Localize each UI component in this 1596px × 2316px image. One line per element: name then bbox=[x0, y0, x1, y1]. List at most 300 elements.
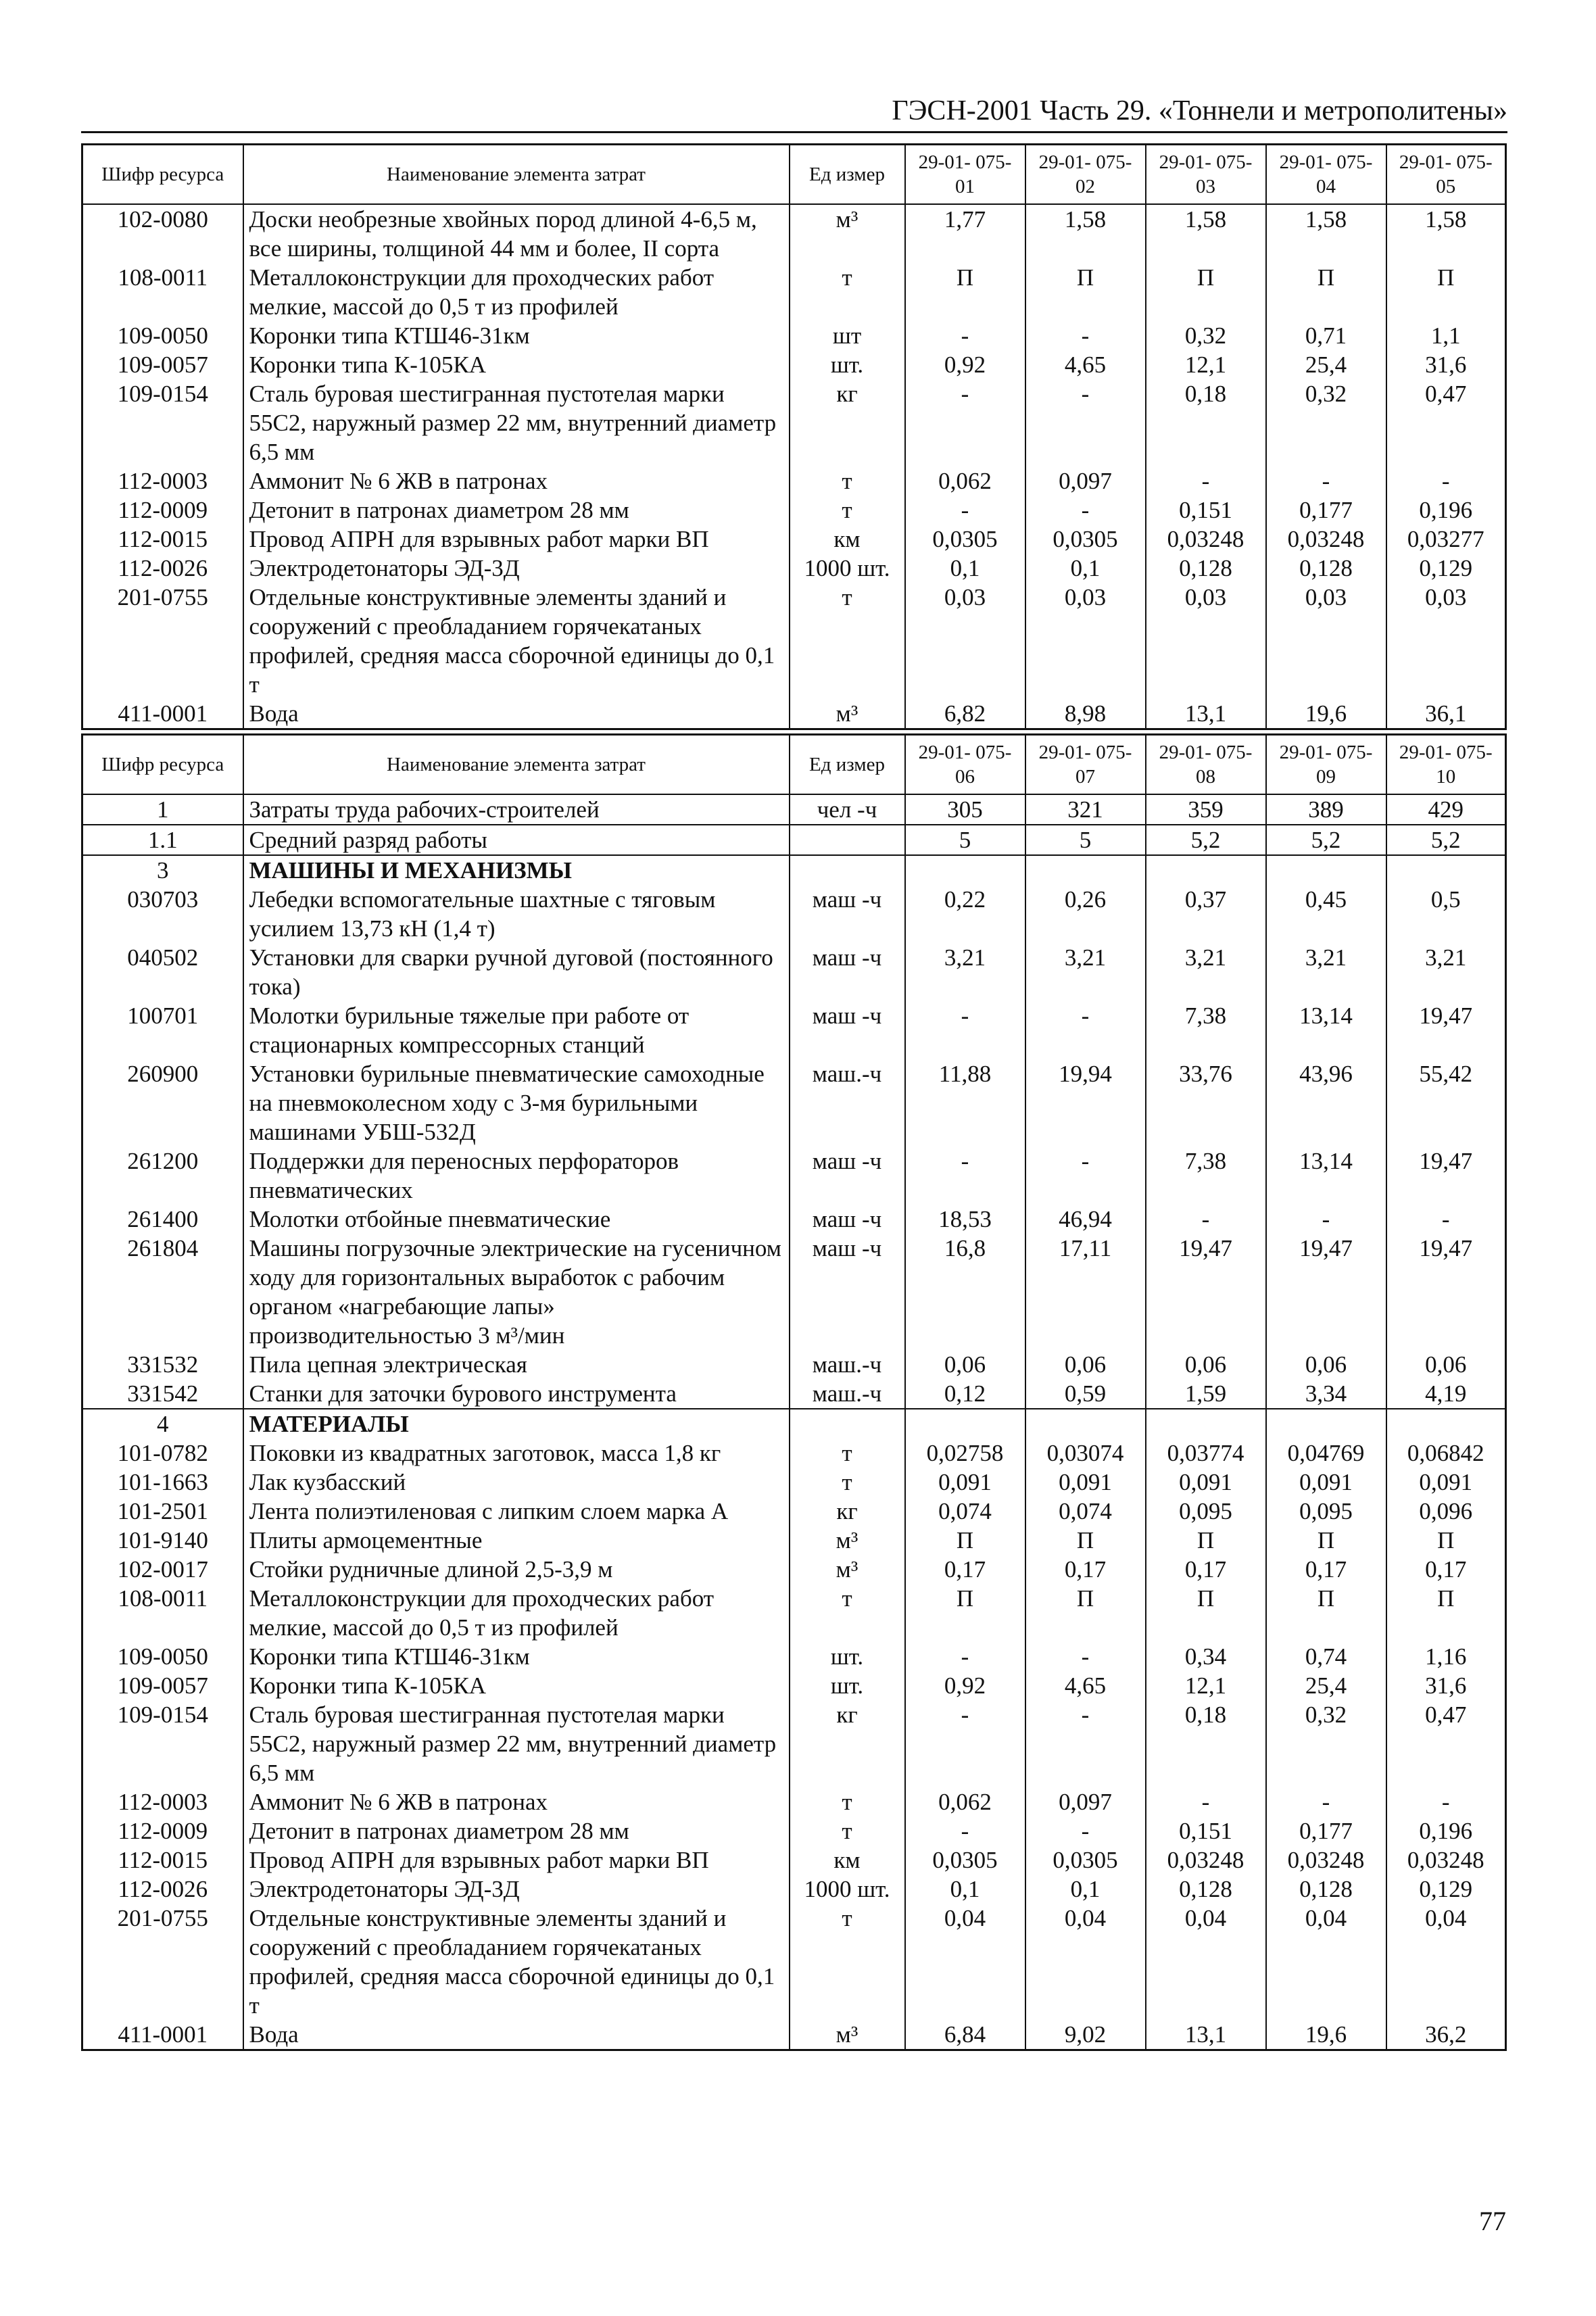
cell-name: Детонит в патронах диаметром 28 мм bbox=[243, 496, 790, 525]
cell-norm5: 0,5 bbox=[1386, 885, 1506, 943]
cell-norm1: 0,22 bbox=[905, 885, 1025, 943]
cell-code: 331542 bbox=[82, 1379, 243, 1409]
cell-norm1: 0,0305 bbox=[905, 525, 1025, 554]
cell-norm4: 13,14 bbox=[1266, 1001, 1386, 1059]
cell-norm3: 12,1 bbox=[1146, 350, 1266, 379]
cell-norm5: 4,19 bbox=[1386, 1379, 1506, 1409]
cell-norm4: 25,4 bbox=[1266, 1671, 1386, 1700]
cell-code: 411-0001 bbox=[82, 699, 243, 729]
cell-code: 101-1663 bbox=[82, 1468, 243, 1497]
cell-unit: т bbox=[790, 1584, 905, 1642]
table-row bbox=[82, 321, 1506, 350]
cell-code: 4 bbox=[82, 1409, 243, 1439]
table-row bbox=[82, 1379, 1506, 1409]
cell-code: 3 bbox=[82, 855, 243, 885]
cell-norm1: 6,82 bbox=[905, 699, 1025, 729]
cell-norm4: 389 bbox=[1266, 794, 1386, 825]
cell-name: Лебедки вспомогательные шахтные с тяговым усилием 13,73 кН (1,4 т) bbox=[243, 885, 790, 943]
cell-norm2: 0,0305 bbox=[1025, 1845, 1146, 1875]
cell-unit: т bbox=[790, 263, 905, 321]
table-row bbox=[82, 1147, 1506, 1205]
cell-name: Аммонит № 6 ЖВ в патронах bbox=[243, 1787, 790, 1816]
cell-code: 112-0003 bbox=[82, 466, 243, 496]
cell-norm4: 0,03248 bbox=[1266, 525, 1386, 554]
table-row bbox=[82, 1468, 1506, 1497]
cell-norm4: 43,96 bbox=[1266, 1059, 1386, 1147]
table-row bbox=[82, 466, 1506, 496]
col-norm: 29-01- 075-09 bbox=[1266, 735, 1386, 795]
cell-name: Затраты труда рабочих-строителей bbox=[243, 794, 790, 825]
cell-norm4: 0,04 bbox=[1266, 1904, 1386, 2020]
cell-norm1: 0,04 bbox=[905, 1904, 1025, 2020]
cell-code: 112-0015 bbox=[82, 1845, 243, 1875]
col-code: Шифр ресурса bbox=[82, 145, 243, 205]
cell-norm3: 12,1 bbox=[1146, 1671, 1266, 1700]
cell-name: Лента полиэтиленовая с липким слоем марка А bbox=[243, 1497, 790, 1526]
cell-name: Аммонит № 6 ЖВ в патронах bbox=[243, 466, 790, 496]
cell-norm4: 1,58 bbox=[1266, 204, 1386, 263]
cell-unit: т bbox=[790, 1816, 905, 1845]
cell-norm3: 0,03248 bbox=[1146, 1845, 1266, 1875]
cell-norm5: 0,06 bbox=[1386, 1350, 1506, 1379]
cell-norm1: 0,074 bbox=[905, 1497, 1025, 1526]
cell-norm2: 0,074 bbox=[1025, 1497, 1146, 1526]
cell-norm4: П bbox=[1266, 263, 1386, 321]
cell-norm2: 17,11 bbox=[1025, 1234, 1146, 1350]
table-header-row bbox=[82, 735, 1506, 795]
cell-name: Отдельные конструктивные элементы зданий и сооружений с преобладанием горячекатаных профилей, средняя масса сборочной единицы до 0,1 т bbox=[243, 1904, 790, 2020]
cell-unit: т bbox=[790, 583, 905, 699]
table-row bbox=[82, 1350, 1506, 1379]
cell-norm5: 0,091 bbox=[1386, 1468, 1506, 1497]
cell-code: 331532 bbox=[82, 1350, 243, 1379]
cell-unit: маш.-ч bbox=[790, 1059, 905, 1147]
cell-norm1: 0,12 bbox=[905, 1379, 1025, 1409]
cell-norm4: 0,32 bbox=[1266, 1700, 1386, 1787]
cell-unit: кг bbox=[790, 1497, 905, 1526]
table-row bbox=[82, 1787, 1506, 1816]
cell-code: 411-0001 bbox=[82, 2020, 243, 2050]
cell-norm3: - bbox=[1146, 1205, 1266, 1234]
cell-norm1: 0,1 bbox=[905, 554, 1025, 583]
cell-name: Поковки из квадратных заготовок, масса 1,8 кг bbox=[243, 1439, 790, 1468]
cell-unit bbox=[790, 825, 905, 855]
cell-norm4: П bbox=[1266, 1584, 1386, 1642]
cell-norm3: 0,17 bbox=[1146, 1555, 1266, 1584]
cell-norm3: 19,47 bbox=[1146, 1234, 1266, 1350]
table-row bbox=[82, 350, 1506, 379]
cell-norm5: 0,096 bbox=[1386, 1497, 1506, 1526]
cell-code: 201-0755 bbox=[82, 583, 243, 699]
cell-name: Стойки рудничные длиной 2,5-3,9 м bbox=[243, 1555, 790, 1584]
cell-norm5: 19,47 bbox=[1386, 1001, 1506, 1059]
cell-name: Вода bbox=[243, 2020, 790, 2050]
cell-norm4: 0,177 bbox=[1266, 1816, 1386, 1845]
cell-norm3: П bbox=[1146, 263, 1266, 321]
cell-norm1: - bbox=[905, 1816, 1025, 1845]
cell-norm3 bbox=[1146, 1409, 1266, 1439]
cell-name: Молотки отбойные пневматические bbox=[243, 1205, 790, 1234]
cell-code: 109-0154 bbox=[82, 1700, 243, 1787]
cell-norm1: - bbox=[905, 496, 1025, 525]
cell-norm4: 19,6 bbox=[1266, 2020, 1386, 2050]
cell-norm5: 36,2 bbox=[1386, 2020, 1506, 2050]
cell-name: Провод АПРН для взрывных работ марки ВП bbox=[243, 1845, 790, 1875]
cell-norm2: П bbox=[1025, 263, 1146, 321]
cell-norm5: - bbox=[1386, 466, 1506, 496]
cell-name: Металлоконструкции для проходческих работ мелкие, массой до 0,5 т из профилей bbox=[243, 263, 790, 321]
cell-norm2: 0,06 bbox=[1025, 1350, 1146, 1379]
cell-unit: маш -ч bbox=[790, 1205, 905, 1234]
cell-name: Электродетонаторы ЭД-3Д bbox=[243, 554, 790, 583]
cell-norm4: 0,74 bbox=[1266, 1642, 1386, 1671]
cell-name: Сталь буровая шестигранная пустотелая марки 55С2, наружный размер 22 мм, внутренний диаметр 6,5 мм bbox=[243, 1700, 790, 1787]
cell-norm1: 0,091 bbox=[905, 1468, 1025, 1497]
cell-norm2: 0,04 bbox=[1025, 1904, 1146, 2020]
cell-norm2: - bbox=[1025, 1700, 1146, 1787]
cell-norm2: П bbox=[1025, 1526, 1146, 1555]
cell-unit: 1000 шт. bbox=[790, 554, 905, 583]
cell-norm4: - bbox=[1266, 1205, 1386, 1234]
cell-norm3: 33,76 bbox=[1146, 1059, 1266, 1147]
cell-name: Пила цепная электрическая bbox=[243, 1350, 790, 1379]
cell-norm3: 5,2 bbox=[1146, 825, 1266, 855]
cell-code: 112-0009 bbox=[82, 496, 243, 525]
cell-name: Электродетонаторы ЭД-3Д bbox=[243, 1875, 790, 1904]
cell-name: Сталь буровая шестигранная пустотелая марки 55С2, наружный размер 22 мм, внутренний диаметр 6,5 мм bbox=[243, 379, 790, 466]
cell-norm2: 0,1 bbox=[1025, 1875, 1146, 1904]
cell-norm2: 0,097 bbox=[1025, 1787, 1146, 1816]
cell-norm4: 0,04769 bbox=[1266, 1439, 1386, 1468]
table-row bbox=[82, 699, 1506, 729]
cell-norm2: - bbox=[1025, 379, 1146, 466]
cell-unit: м³ bbox=[790, 204, 905, 263]
cell-name: Металлоконструкции для проходческих работ мелкие, массой до 0,5 т из профилей bbox=[243, 1584, 790, 1642]
cell-norm5: 0,03 bbox=[1386, 583, 1506, 699]
cell-norm2: 0,17 bbox=[1025, 1555, 1146, 1584]
cell-unit: шт bbox=[790, 321, 905, 350]
cell-norm5: 0,03248 bbox=[1386, 1845, 1506, 1875]
cell-norm1: П bbox=[905, 1526, 1025, 1555]
cell-norm1: 305 bbox=[905, 794, 1025, 825]
cell-norm3 bbox=[1146, 855, 1266, 885]
cell-norm3: П bbox=[1146, 1526, 1266, 1555]
cell-norm4: 0,32 bbox=[1266, 379, 1386, 466]
cell-norm5: П bbox=[1386, 1584, 1506, 1642]
cell-norm4: 19,6 bbox=[1266, 699, 1386, 729]
table-row bbox=[82, 885, 1506, 943]
cell-norm3: 0,04 bbox=[1146, 1904, 1266, 2020]
table-row bbox=[82, 1671, 1506, 1700]
cell-norm3: 0,151 bbox=[1146, 496, 1266, 525]
cell-name: Установки бурильные пневматические самоходные на пневмоколесном ходу с 3-мя бурильными машинами УБШ-532Д bbox=[243, 1059, 790, 1147]
cell-norm2: 0,1 bbox=[1025, 554, 1146, 583]
cell-unit: т bbox=[790, 496, 905, 525]
cell-norm5: - bbox=[1386, 1787, 1506, 1816]
cell-norm1: - bbox=[905, 321, 1025, 350]
cell-norm2: 0,26 bbox=[1025, 885, 1146, 943]
cell-norm1: 18,53 bbox=[905, 1205, 1025, 1234]
table-row bbox=[82, 1497, 1506, 1526]
cell-name: Станки для заточки бурового инструмента bbox=[243, 1379, 790, 1409]
cell-norm5: 0,17 bbox=[1386, 1555, 1506, 1584]
cell-unit: м³ bbox=[790, 2020, 905, 2050]
cell-norm3: 13,1 bbox=[1146, 2020, 1266, 2050]
table-row bbox=[82, 496, 1506, 525]
cell-norm5: 0,129 bbox=[1386, 1875, 1506, 1904]
cell-norm1: 0,92 bbox=[905, 350, 1025, 379]
cell-norm2: - bbox=[1025, 321, 1146, 350]
table-row bbox=[82, 1526, 1506, 1555]
col-norm: 29-01- 075-10 bbox=[1386, 735, 1506, 795]
cell-unit: шт. bbox=[790, 350, 905, 379]
cell-code: 102-0017 bbox=[82, 1555, 243, 1584]
cell-norm2: 321 bbox=[1025, 794, 1146, 825]
cell-norm1: 0,92 bbox=[905, 1671, 1025, 1700]
cell-norm1: 0,06 bbox=[905, 1350, 1025, 1379]
cell-norm2: П bbox=[1025, 1584, 1146, 1642]
cell-norm4: 3,34 bbox=[1266, 1379, 1386, 1409]
cell-norm4: 0,128 bbox=[1266, 554, 1386, 583]
cell-norm5: 19,47 bbox=[1386, 1147, 1506, 1205]
cell-code: 100701 bbox=[82, 1001, 243, 1059]
cell-norm1: 0,062 bbox=[905, 1787, 1025, 1816]
cell-norm2: 0,097 bbox=[1025, 466, 1146, 496]
cell-norm5: 0,196 bbox=[1386, 496, 1506, 525]
cell-code: 102-0080 bbox=[82, 204, 243, 263]
table-header-row bbox=[82, 145, 1506, 205]
cell-norm1: П bbox=[905, 263, 1025, 321]
col-code: Шифр ресурса bbox=[82, 735, 243, 795]
table-row bbox=[82, 1584, 1506, 1642]
cell-norm1: 0,1 bbox=[905, 1875, 1025, 1904]
cell-unit bbox=[790, 855, 905, 885]
cell-unit: маш -ч bbox=[790, 1234, 905, 1350]
table-row bbox=[82, 943, 1506, 1001]
col-norm: 29-01- 075-08 bbox=[1146, 735, 1266, 795]
cell-norm1: 0,17 bbox=[905, 1555, 1025, 1584]
cell-norm3: П bbox=[1146, 1584, 1266, 1642]
cell-name: Вода bbox=[243, 699, 790, 729]
cell-norm4: 0,06 bbox=[1266, 1350, 1386, 1379]
cell-norm1: - bbox=[905, 379, 1025, 466]
cell-norm3: 0,095 bbox=[1146, 1497, 1266, 1526]
cell-norm3: 13,1 bbox=[1146, 699, 1266, 729]
table-row bbox=[82, 525, 1506, 554]
cell-code: 260900 bbox=[82, 1059, 243, 1147]
cell-norm1: 0,02758 bbox=[905, 1439, 1025, 1468]
cell-norm3: 7,38 bbox=[1146, 1001, 1266, 1059]
cell-norm5: - bbox=[1386, 1205, 1506, 1234]
cell-name: МАТЕРИАЛЫ bbox=[243, 1409, 790, 1439]
cell-norm3: - bbox=[1146, 466, 1266, 496]
cell-name: Коронки типа К-105КА bbox=[243, 350, 790, 379]
cell-norm3: 0,18 bbox=[1146, 1700, 1266, 1787]
cell-norm2: 5 bbox=[1025, 825, 1146, 855]
cell-norm4: - bbox=[1266, 466, 1386, 496]
cell-name: Плиты армоцементные bbox=[243, 1526, 790, 1555]
cell-norm3: 0,18 bbox=[1146, 379, 1266, 466]
cell-unit: м³ bbox=[790, 699, 905, 729]
cell-norm5: П bbox=[1386, 1526, 1506, 1555]
table-row bbox=[82, 855, 1506, 885]
cell-norm3: 7,38 bbox=[1146, 1147, 1266, 1205]
cell-norm2: 4,65 bbox=[1025, 350, 1146, 379]
cell-norm1: 0,0305 bbox=[905, 1845, 1025, 1875]
col-norm: 29-01- 075-05 bbox=[1386, 145, 1506, 205]
cell-norm4: 0,177 bbox=[1266, 496, 1386, 525]
header-title: ГЭСН-2001 Часть 29. «Тоннели и метрополитены» bbox=[892, 95, 1507, 126]
cell-unit: маш -ч bbox=[790, 1147, 905, 1205]
table-row bbox=[82, 1875, 1506, 1904]
cell-norm2: 46,94 bbox=[1025, 1205, 1146, 1234]
cell-code: 112-0026 bbox=[82, 1875, 243, 1904]
table-row bbox=[82, 2020, 1506, 2050]
cell-norm2: 0,091 bbox=[1025, 1468, 1146, 1497]
cell-norm3: 0,03 bbox=[1146, 583, 1266, 699]
cell-name: Доски необрезные хвойных пород длиной 4-6,5 м, все ширины, толщиной 44 мм и более, II сорта bbox=[243, 204, 790, 263]
cell-norm5: 19,47 bbox=[1386, 1234, 1506, 1350]
cell-code: 109-0050 bbox=[82, 1642, 243, 1671]
cell-code: 109-0154 bbox=[82, 379, 243, 466]
cell-norm4: - bbox=[1266, 1787, 1386, 1816]
table-row bbox=[82, 1642, 1506, 1671]
cell-norm3: 0,091 bbox=[1146, 1468, 1266, 1497]
cell-norm2: 19,94 bbox=[1025, 1059, 1146, 1147]
cell-norm4: 19,47 bbox=[1266, 1234, 1386, 1350]
cell-norm1: П bbox=[905, 1584, 1025, 1642]
col-norm: 29-01- 075-02 bbox=[1025, 145, 1146, 205]
cell-norm3: 1,59 bbox=[1146, 1379, 1266, 1409]
cell-unit: чел -ч bbox=[790, 794, 905, 825]
cell-unit: т bbox=[790, 1468, 905, 1497]
cell-norm2: - bbox=[1025, 1147, 1146, 1205]
cell-unit: 1000 шт. bbox=[790, 1875, 905, 1904]
cell-norm1: 16,8 bbox=[905, 1234, 1025, 1350]
cell-norm5: 55,42 bbox=[1386, 1059, 1506, 1147]
cell-name: Отдельные конструктивные элементы зданий и сооружений с преобладанием горячекатаных профилей, средняя масса сборочной единицы до 0,1 т bbox=[243, 583, 790, 699]
cell-norm4: 5,2 bbox=[1266, 825, 1386, 855]
cell-code: 109-0057 bbox=[82, 1671, 243, 1700]
cell-norm4: 13,14 bbox=[1266, 1147, 1386, 1205]
cell-norm3: 0,128 bbox=[1146, 554, 1266, 583]
cell-norm5: 31,6 bbox=[1386, 1671, 1506, 1700]
cell-unit: шт. bbox=[790, 1642, 905, 1671]
cell-norm2: 0,0305 bbox=[1025, 525, 1146, 554]
table-row bbox=[82, 1059, 1506, 1147]
cell-norm5: 0,04 bbox=[1386, 1904, 1506, 2020]
cell-code: 112-0015 bbox=[82, 525, 243, 554]
cell-unit: маш -ч bbox=[790, 943, 905, 1001]
col-norm: 29-01- 075-06 bbox=[905, 735, 1025, 795]
cell-code: 040502 bbox=[82, 943, 243, 1001]
cell-code: 112-0009 bbox=[82, 1816, 243, 1845]
cell-norm1: 5 bbox=[905, 825, 1025, 855]
cell-norm1: 6,84 bbox=[905, 2020, 1025, 2050]
cell-norm2: - bbox=[1025, 1816, 1146, 1845]
cell-norm4: 0,03248 bbox=[1266, 1845, 1386, 1875]
table-row bbox=[82, 825, 1506, 855]
cell-norm1: - bbox=[905, 1147, 1025, 1205]
cell-unit: кг bbox=[790, 379, 905, 466]
cell-name: Детонит в патронах диаметром 28 мм bbox=[243, 1816, 790, 1845]
cell-name: Поддержки для переносных перфораторов пневматических bbox=[243, 1147, 790, 1205]
cell-norm1: - bbox=[905, 1642, 1025, 1671]
cell-norm4 bbox=[1266, 855, 1386, 885]
cell-norm2: 0,59 bbox=[1025, 1379, 1146, 1409]
cell-norm5: 0,196 bbox=[1386, 1816, 1506, 1845]
cell-name: Молотки бурильные тяжелые при работе от стационарных компрессорных станций bbox=[243, 1001, 790, 1059]
cell-unit: м³ bbox=[790, 1526, 905, 1555]
cell-norm5: П bbox=[1386, 263, 1506, 321]
cell-code: 108-0011 bbox=[82, 263, 243, 321]
cell-unit: шт. bbox=[790, 1671, 905, 1700]
cell-norm3: 0,03774 bbox=[1146, 1439, 1266, 1468]
cell-norm2: 0,03074 bbox=[1025, 1439, 1146, 1468]
table-row bbox=[82, 379, 1506, 466]
cell-norm5: 3,21 bbox=[1386, 943, 1506, 1001]
table-row bbox=[82, 263, 1506, 321]
table-row bbox=[82, 1700, 1506, 1787]
cell-name: Средний разряд работы bbox=[243, 825, 790, 855]
cell-unit: т bbox=[790, 1439, 905, 1468]
cell-norm3: 0,128 bbox=[1146, 1875, 1266, 1904]
col-norm: 29-01- 075-03 bbox=[1146, 145, 1266, 205]
cell-unit: маш.-ч bbox=[790, 1350, 905, 1379]
cell-norm1: 0,062 bbox=[905, 466, 1025, 496]
cell-norm5: 0,06842 bbox=[1386, 1439, 1506, 1468]
cell-norm3: - bbox=[1146, 1787, 1266, 1816]
table-row bbox=[82, 1816, 1506, 1845]
cell-norm3: 0,06 bbox=[1146, 1350, 1266, 1379]
cell-norm5: 0,03277 bbox=[1386, 525, 1506, 554]
cell-norm1: - bbox=[905, 1700, 1025, 1787]
cell-unit bbox=[790, 1409, 905, 1439]
col-name: Наименование элемента затрат bbox=[243, 735, 790, 795]
cell-norm4: П bbox=[1266, 1526, 1386, 1555]
table-row bbox=[82, 554, 1506, 583]
cell-name: Коронки типа К-105КА bbox=[243, 1671, 790, 1700]
table-row bbox=[82, 1234, 1506, 1350]
cell-norm4: 25,4 bbox=[1266, 350, 1386, 379]
cell-name: Установки для сварки ручной дуговой (постоянного тока) bbox=[243, 943, 790, 1001]
cell-code: 101-0782 bbox=[82, 1439, 243, 1468]
table-row bbox=[82, 1904, 1506, 2020]
cell-name: Коронки типа КТШ46-31км bbox=[243, 1642, 790, 1671]
cell-norm2: 1,58 bbox=[1025, 204, 1146, 263]
cell-unit: маш.-ч bbox=[790, 1379, 905, 1409]
cell-norm2: 3,21 bbox=[1025, 943, 1146, 1001]
resource-table-1 bbox=[81, 143, 1507, 730]
cell-unit: т bbox=[790, 1904, 905, 2020]
cell-norm3: 0,32 bbox=[1146, 321, 1266, 350]
cell-code: 109-0057 bbox=[82, 350, 243, 379]
cell-name: Коронки типа КТШ46-31км bbox=[243, 321, 790, 350]
cell-name: Провод АПРН для взрывных работ марки ВП bbox=[243, 525, 790, 554]
cell-norm3: 359 bbox=[1146, 794, 1266, 825]
cell-norm3: 0,34 bbox=[1146, 1642, 1266, 1671]
cell-norm4 bbox=[1266, 1409, 1386, 1439]
cell-norm4: 0,17 bbox=[1266, 1555, 1386, 1584]
table-row bbox=[82, 1409, 1506, 1439]
table-row bbox=[82, 1205, 1506, 1234]
cell-norm3: 0,03248 bbox=[1146, 525, 1266, 554]
cell-code: 112-0026 bbox=[82, 554, 243, 583]
cell-unit: маш -ч bbox=[790, 1001, 905, 1059]
table-row bbox=[82, 583, 1506, 699]
cell-norm5 bbox=[1386, 1409, 1506, 1439]
cell-code: 261804 bbox=[82, 1234, 243, 1350]
